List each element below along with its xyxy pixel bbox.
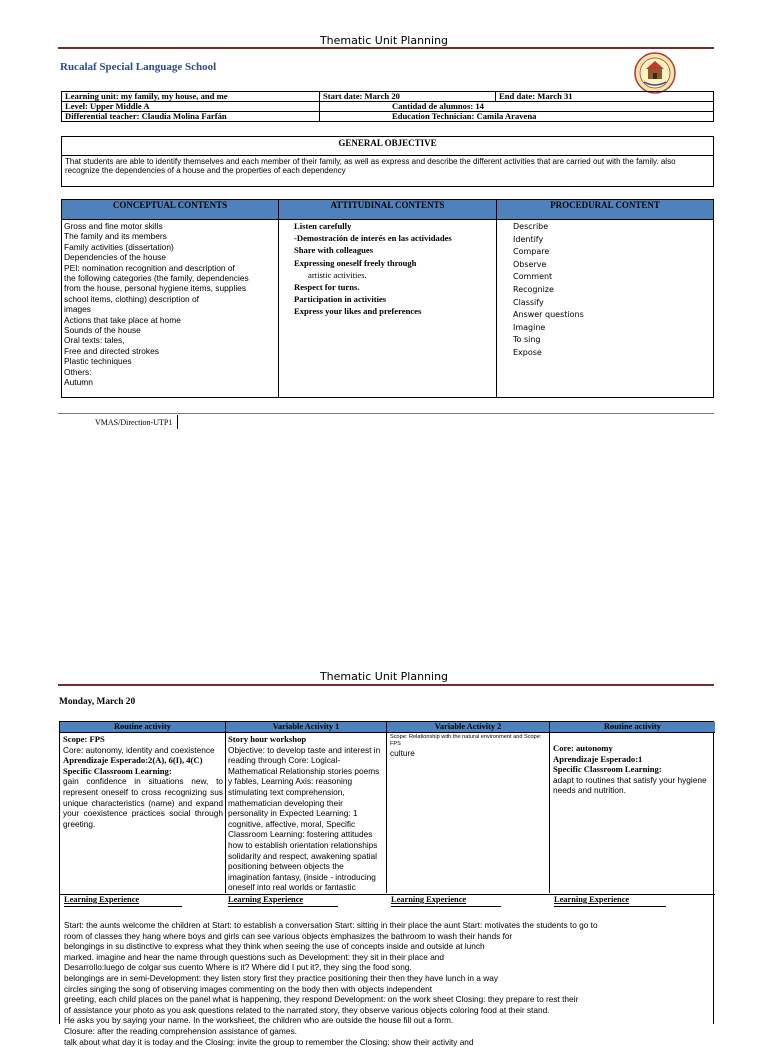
routine-activity-heading: Routine activity <box>60 722 226 733</box>
text-line: Start: the aunts welcome the children at Start: to establish a conversation Start: sitting in their place the aunt Start: motivates the students to go to <box>64 920 598 930</box>
attitudinal-item: Respect for turns. <box>294 282 360 293</box>
conceptual-contents-heading: CONCEPTUAL CONTENTS <box>62 200 279 220</box>
text-line: circles singing the song of observing images commenting on the body then with objects independent <box>64 983 433 994</box>
underline <box>391 906 501 907</box>
level: Level: Upper Middle A <box>62 102 320 112</box>
cell-text: gain confidence in situations new, to represent oneself to cross recognizing sus unique characteristics (name) and expand your coexistence practices social through greeting. <box>63 776 223 829</box>
start-date: Start date: March 20 <box>320 92 496 102</box>
text-line: marked. imagine and hear the name through questions such as Development: they sit in their place and <box>64 951 445 962</box>
learning-unit: Learning unit: my family, my house, and me <box>62 92 320 102</box>
cell-text: adapt to routines that satisfy your hygiene needs and nutrition. <box>553 774 707 796</box>
core: Core: autonomy <box>553 743 613 753</box>
procedural-item: To sing <box>513 335 541 345</box>
routine-activity-heading-2: Routine activity <box>550 722 715 733</box>
text-line: room of classes they hang where boys and girls can see various objects emphasizes the bathroom to wash their hands for <box>64 930 513 941</box>
procedural-item: Imagine <box>513 322 546 332</box>
procedural-item: Compare <box>513 247 550 257</box>
variable-activity-2-heading: Variable Activity 2 <box>387 722 550 733</box>
procedural-item: Describe <box>513 222 549 231</box>
underline <box>64 906 182 907</box>
text-line: belongings are in semi-Development: they listen story first they practice positioning their then they have lunch in a way <box>64 972 498 983</box>
conceptual-item: images <box>64 304 91 315</box>
conceptual-item: Family activities (dissertation) <box>64 241 174 252</box>
cell-text: culture <box>390 748 415 758</box>
column-divider <box>386 733 387 893</box>
learning-experience-label: Learning Experience <box>64 895 140 904</box>
scope-note: Scope: Relationship with the natural environment and Scope: FPS <box>390 734 542 747</box>
school-name: Rucalaf Special Language School <box>60 61 217 73</box>
attitudinal-item: Expressing oneself freely through <box>294 257 417 268</box>
variable-activity-1-heading: Variable Activity 1 <box>226 722 387 733</box>
conceptual-item: Actions that take place at home <box>64 314 181 325</box>
conceptual-item: the following categories (the family, dependencies <box>64 273 249 284</box>
conceptual-item: PEI: nomination recognition and description of <box>64 262 235 273</box>
unit-info-table <box>61 91 714 122</box>
procedural-item: Expose <box>513 347 542 357</box>
text-line: Desarrollo:luego de colgar sus cuento Where is it? Where did I put it?, they sing the food song. <box>64 962 412 973</box>
page-title: Thematic Unit Planning <box>319 34 449 47</box>
attitudinal-item: Participation in activities <box>294 294 387 305</box>
learning-experience-label: Learning Experience <box>554 895 630 904</box>
expected-learning: Aprendizaje Esperado:1 <box>553 753 643 764</box>
text-line: greeting, each child places on the panel what is happening, they respond Development: on the work sheet Closing: they prepare to rest their <box>64 994 579 1005</box>
text-line: He asks you by saying your name. In the worksheet, the children who are outside the house fill out a form. <box>64 1015 454 1026</box>
conceptual-item: Dependencies of the house <box>64 252 166 263</box>
attitudinal-item: -Demostración de interés en las actividades <box>294 233 452 244</box>
learning-experience-label: Learning Experience <box>228 895 304 904</box>
plan-date: Monday, March 20 <box>59 697 136 707</box>
conceptual-contents-list <box>62 220 279 397</box>
page-title-2: Thematic Unit Planning <box>319 670 449 683</box>
specific-learning: Specific Classroom Learning: <box>63 765 172 776</box>
student-count: Cantidad de alumnos: 14 <box>320 102 714 112</box>
procedural-item: Identify <box>513 234 544 244</box>
workshop-title: Story hour workshop <box>228 734 307 744</box>
text-line: talk about what day it is today and the Closing: invite the group to remember the Closing: show their activity and <box>64 1036 474 1047</box>
column-divider <box>225 733 226 893</box>
procedural-content-list <box>497 220 713 397</box>
text-line: of assistance your photo as you ask questions related to the narrated story, they observe various objects coloring food at their stand. <box>64 1004 550 1015</box>
column-divider <box>549 733 550 893</box>
underline <box>554 906 666 907</box>
specific-learning: Specific Classroom Learning: <box>553 764 662 775</box>
contents-table <box>61 199 714 398</box>
routine-activity-cell-2 <box>553 743 711 796</box>
differential-teacher: Differential teacher: Claudia Molina Farfán <box>62 112 320 122</box>
cell-text: Objective: to develop taste and interest in reading through Core: Logical-Mathematical Relationship stories poems y fables, Learning Axis: reasoning stimulating text comprehension, mathematician developing their personality in Expected Learning: 1 cognitive, affective, moral, Specific Classroom Learning: fostering attitudes how to establish orientation relationships solidarity and respect, awakening spatial positioning between objects the imagination fantasy, (inside - introducing oneself into real worlds or fantastic <box>228 744 381 893</box>
education-technician: Education Technician: Camila Aravena <box>320 112 714 122</box>
school-seal-icon <box>634 52 676 94</box>
scope: Scope: FPS <box>63 734 105 744</box>
procedural-item: Answer questions <box>513 310 584 320</box>
header-rule-2 <box>58 684 714 686</box>
conceptual-item: school items, clothing) description of <box>64 293 199 304</box>
procedural-item: Recognize <box>513 284 554 294</box>
general-objective-heading: GENERAL OBJECTIVE <box>62 137 713 156</box>
attitudinal-item: Express your likes and preferences <box>294 306 422 317</box>
conceptual-item: from the house, personal hygiene items, supplies <box>64 283 247 294</box>
footer-code: VMAS/Direction-UTP1 <box>95 418 173 427</box>
procedural-item: Observe <box>513 259 547 269</box>
conceptual-item: The family and its members <box>64 231 167 242</box>
header-rule <box>58 47 714 49</box>
attitudinal-item: Listen carefully <box>294 221 352 231</box>
attitudinal-contents-list <box>279 220 497 397</box>
conceptual-item: Sounds of the house <box>64 325 141 336</box>
procedural-item: Comment <box>513 272 553 282</box>
attitudinal-item: artistic activities. <box>308 269 367 280</box>
attitudinal-item: Share with colleagues <box>294 245 374 256</box>
attitudinal-contents-heading: ATTITUDINAL CONTENTS <box>279 200 497 220</box>
variable-activity-1-cell <box>228 734 384 893</box>
core: Core: autonomy, identity and coexistence <box>63 744 215 755</box>
conceptual-item: Oral texts: tales, <box>64 335 125 346</box>
routine-activity-cell <box>63 734 223 829</box>
text-line: belongings in su distinctive to express what they think when seeing the use of concepts inside and outside at lunch <box>64 941 485 952</box>
conceptual-item: Plastic techniques <box>64 356 132 367</box>
procedural-content-heading: PROCEDURAL CONTENT <box>497 200 713 220</box>
procedural-item: Classify <box>513 297 544 307</box>
underline <box>228 906 338 907</box>
daily-plan-table <box>59 721 714 1047</box>
conceptual-item: Free and directed strokes <box>64 345 159 356</box>
footer-divider <box>177 415 178 429</box>
conceptual-item: Autumn <box>64 377 93 388</box>
general-objective-text: That students are able to identify themselves and each member of their family, as well as express and describe the different activities that are carried out with the family. also recognize the dependencies of a house and the properties of each dependency <box>65 157 676 175</box>
conceptual-item: Others: <box>64 366 92 377</box>
footer-rule <box>58 413 714 414</box>
variable-activity-2-cell <box>390 734 547 759</box>
conceptual-item: Gross and fine motor skills <box>64 221 163 231</box>
general-objective-box <box>61 136 714 187</box>
expected-learning: Aprendizaje Esperado:2(A), 6(I), 4(C) <box>63 755 203 766</box>
learning-experience-text <box>64 920 710 1047</box>
text-line: Closure: after the reading comprehension assistance of games. <box>64 1025 297 1036</box>
learning-experience-label: Learning Experience <box>391 895 467 904</box>
end-date: End date: March 31 <box>496 92 714 102</box>
